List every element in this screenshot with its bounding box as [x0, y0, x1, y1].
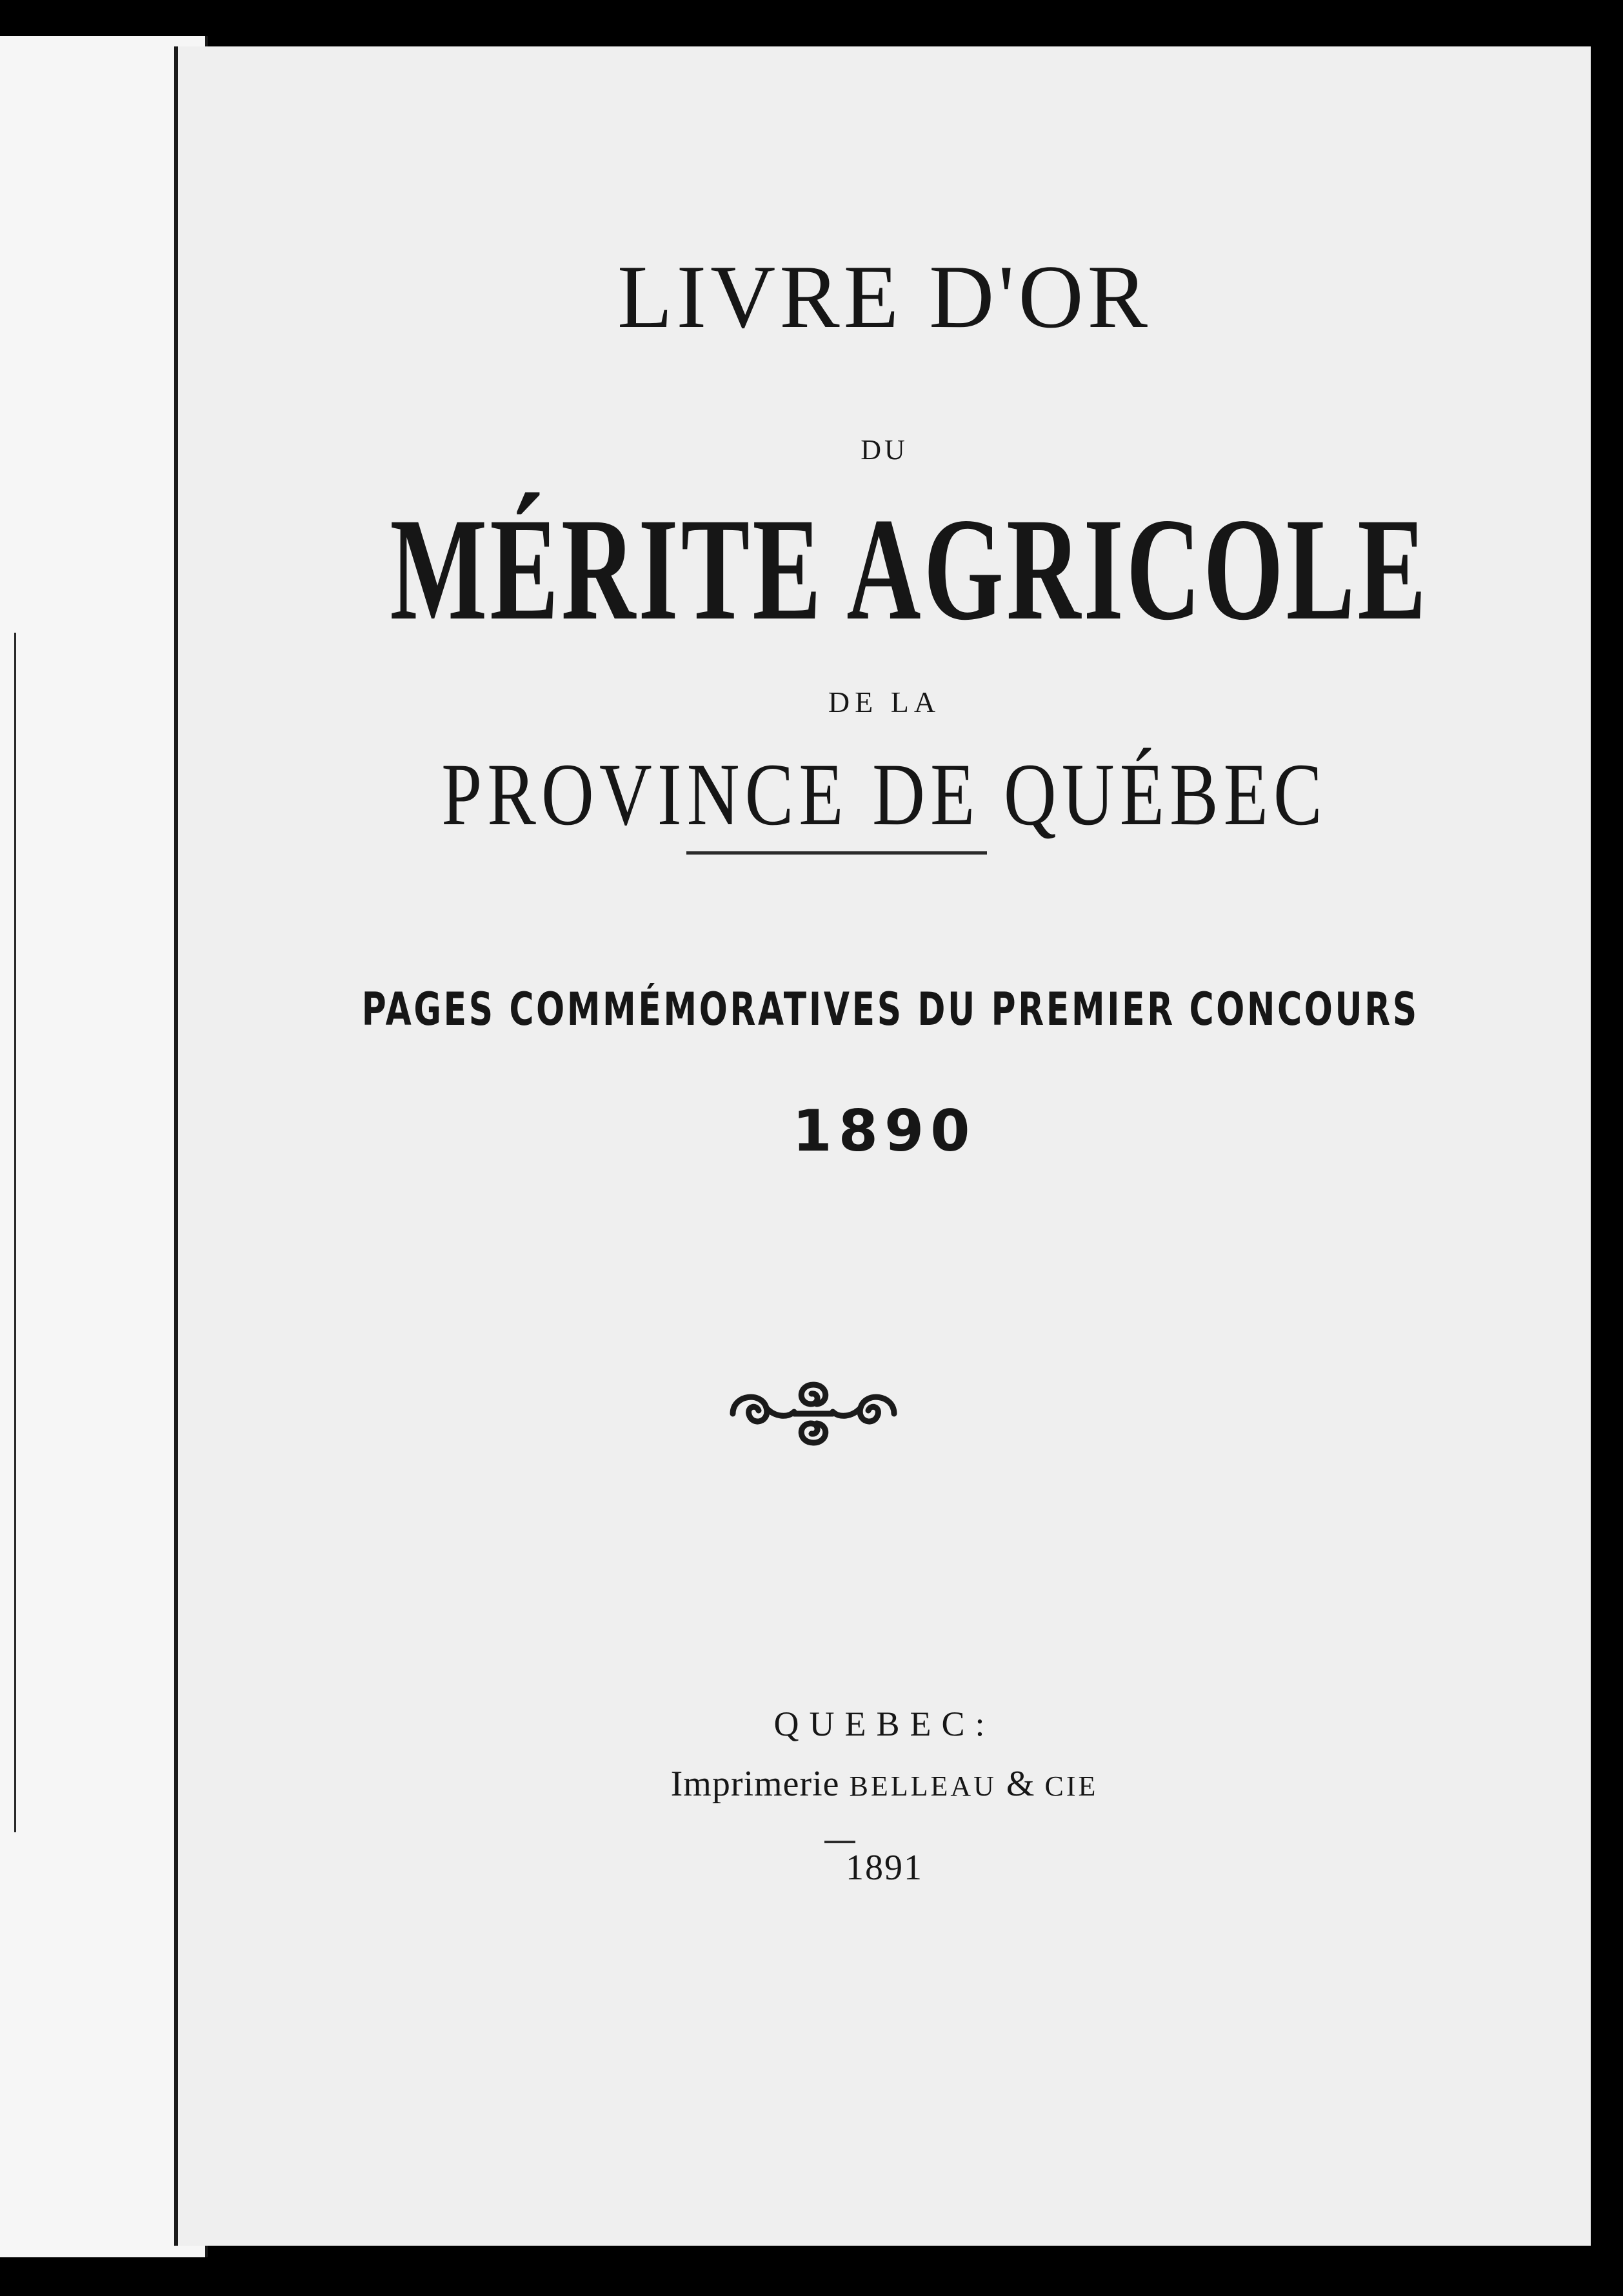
leaf-edge: [0, 633, 16, 1832]
title-merite-agricole: MÉRITE AGRICOLE: [390, 488, 1429, 651]
title-province: PROVINCE DE QUÉBEC: [441, 745, 1328, 844]
publication-year: 1891: [846, 1848, 923, 1888]
short-divider: [824, 1841, 855, 1843]
printer-line: [178, 1763, 1591, 1805]
title-page: [174, 46, 1591, 2246]
title-livre-dor: LIVRE D'OR: [617, 247, 1151, 347]
scroll-ornament-icon: [726, 1365, 901, 1462]
printer-prefix: Imprimerie: [670, 1764, 840, 1804]
title-de-la: DE LA: [828, 686, 941, 718]
contest-year: 1890: [792, 1098, 977, 1164]
printer-ampersand: &: [1006, 1764, 1035, 1804]
divider-rule: [686, 851, 987, 855]
subtitle: PAGES COMMÉMORATIVES DU PREMIER CONCOURS: [361, 983, 1419, 1036]
printer-suffix: CIE: [1044, 1770, 1099, 1802]
printer-name: BELLEAU: [849, 1770, 997, 1802]
title-du: DU: [861, 434, 908, 466]
place-of-publication: QUEBEC:: [773, 1705, 995, 1743]
